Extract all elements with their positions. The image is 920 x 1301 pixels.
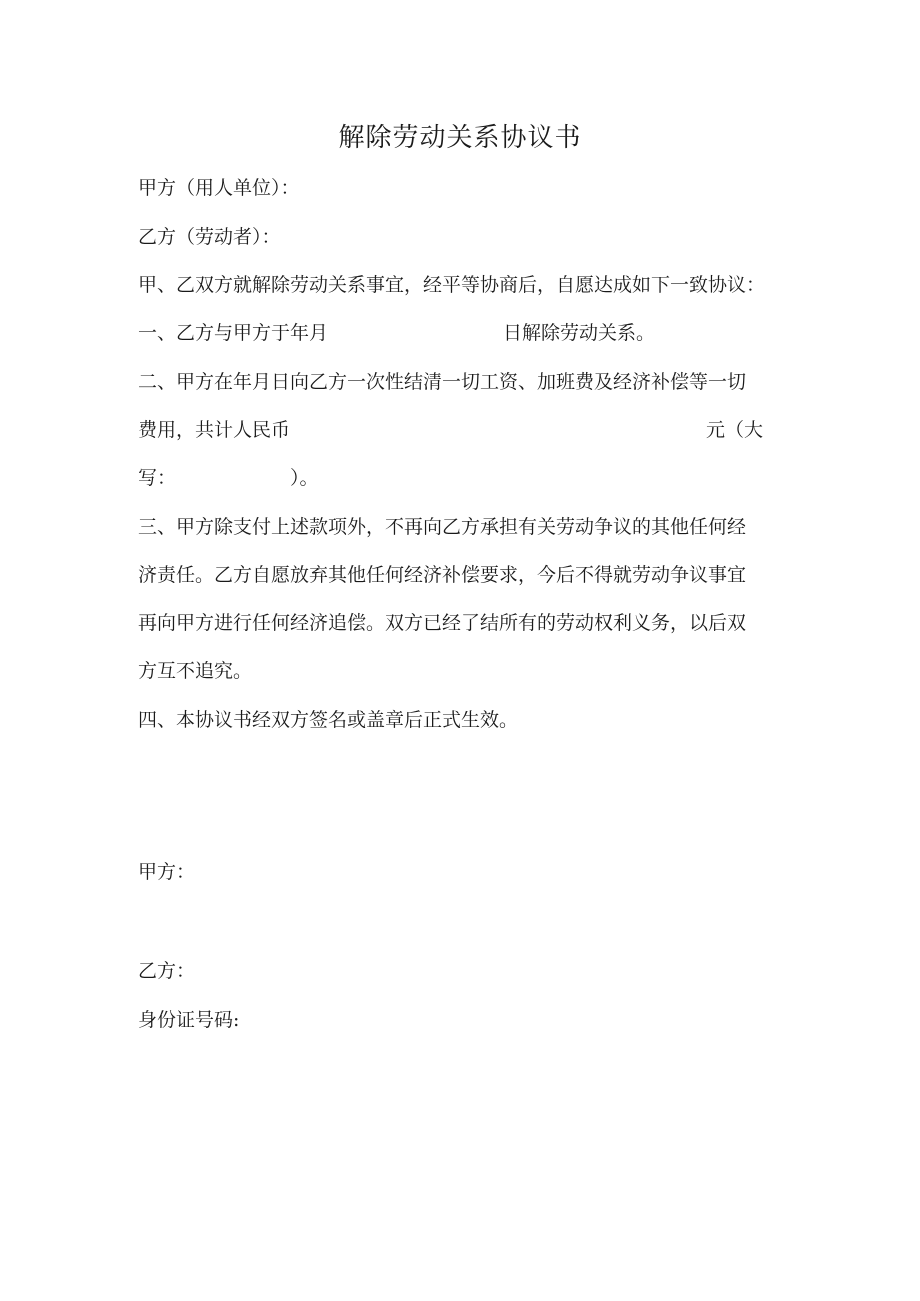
clause-1-termination-text: 日解除劳动关系。 [503, 322, 656, 344]
clause-1-date-prefix: 一、乙方与甲方于年月 [138, 322, 329, 344]
party-b-header: 乙方（劳动者）： [138, 226, 281, 248]
clause-3-line-1: 三、甲方除支付上述款项外，不再向乙方承担有关劳动争议的其他任何经 [138, 516, 747, 538]
party-a-header: 甲方（用人单位）： [138, 177, 300, 199]
signature-party-a: 甲方： [138, 861, 196, 883]
clause-2-uppercase-label: 写： [138, 467, 177, 489]
clause-3-line-4: 方互不追究。 [138, 660, 253, 682]
document-title: 解除劳动关系协议书 [338, 123, 582, 153]
clause-2-amount-label: 费用，共计人民币 [138, 419, 291, 441]
clause-3-line-2: 济责任。乙方自愿放弃其他任何经济补偿要求，今后不得就劳动争议事宜 [138, 564, 747, 586]
clause-3-line-3: 再向甲方进行任何经济追偿。双方已经了结所有的劳动权利义务，以后双 [138, 612, 747, 634]
clause-2-currency-unit: 元（大 [706, 419, 764, 441]
clause-4: 四、本协议书经双方签名或盖章后正式生效。 [138, 709, 519, 731]
clause-2-uppercase-close: ）。 [290, 467, 319, 489]
agreement-intro: 甲、乙双方就解除劳动关系事宜，经平等协商后，自愿达成如下一致协议： [138, 274, 766, 296]
id-number-label: 身份证号码: [138, 1009, 240, 1031]
signature-party-b: 乙方： [138, 960, 196, 982]
clause-2-line-1: 二、甲方在年月日向乙方一次性结清一切工资、加班费及经济补偿等一切 [138, 371, 747, 393]
